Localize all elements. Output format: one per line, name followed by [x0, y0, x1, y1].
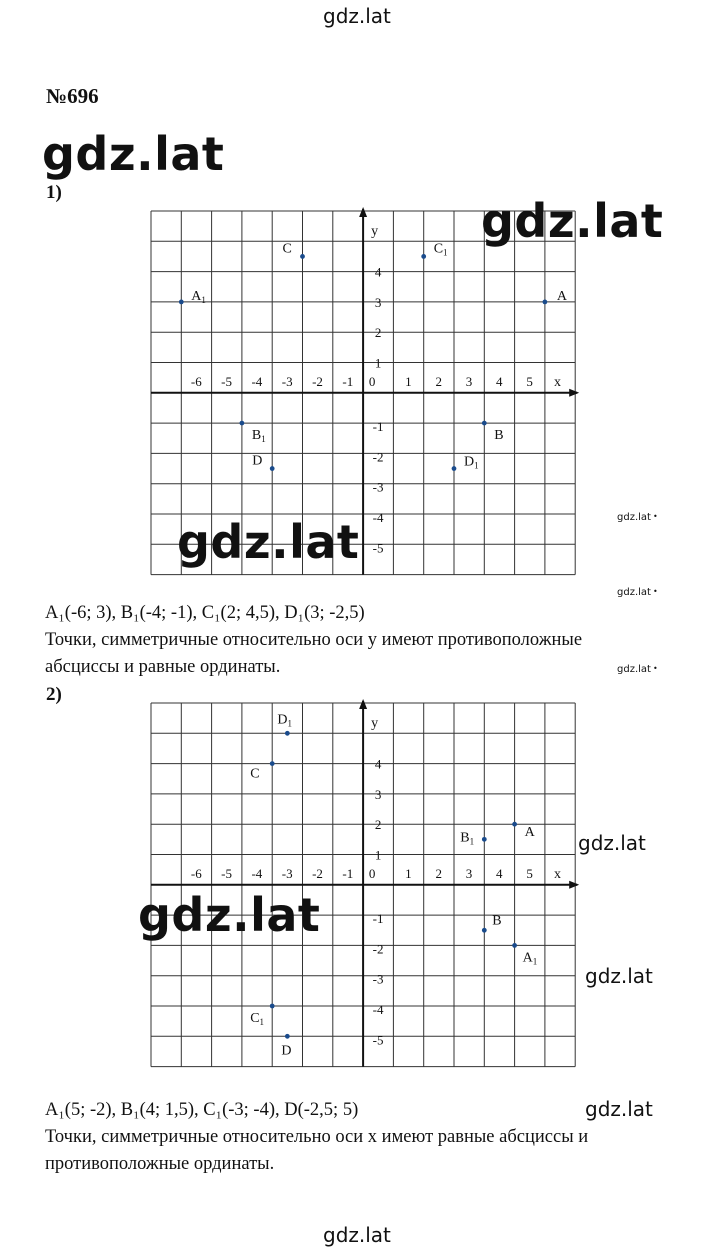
y-tick-label: 2: [374, 325, 382, 341]
x-tick-label: 4: [496, 865, 503, 881]
problem-number: №696: [46, 84, 99, 108]
point-marker: [512, 943, 517, 948]
point-marker: [512, 822, 517, 827]
part1-explanation-line1: Точки, симметричные относительно оси y имеют противоположные: [45, 630, 583, 650]
watermark-right-1: gdz.lat: [578, 831, 646, 855]
watermark-right-3: gdz.lat: [585, 1097, 653, 1121]
point-label: $B_1$: [460, 830, 475, 847]
y-tick-label: 1: [374, 355, 382, 371]
point-marker: [270, 1004, 275, 1009]
y-axis-label: y: [371, 224, 379, 240]
y-tick-label: 2: [374, 817, 382, 833]
point-label: $D_1$: [464, 454, 479, 471]
x-tick-label: 2: [435, 373, 442, 389]
coordinate-plot-2: [0, 692, 720, 1092]
x-tick-label: 1: [405, 865, 412, 881]
x-tick-label: -5: [221, 865, 233, 881]
x-tick-label: 3: [465, 865, 473, 881]
y-axis-arrow: [359, 207, 367, 217]
y-tick-label: 4: [374, 264, 382, 280]
point-label: A: [556, 288, 568, 304]
part2-answer: A₁(5; -2), B₁(4; 1,5), C₁(-3; -4), D(-2,5; 5): [45, 1100, 359, 1120]
x-tick-label: -2: [312, 865, 323, 881]
point-marker: [285, 731, 290, 736]
watermark-big-3: gdz.lat: [177, 515, 360, 569]
point-marker: [179, 300, 184, 305]
point-label: $B_1$: [251, 428, 266, 445]
y-axis-arrow: [359, 699, 367, 709]
point-label: B: [492, 913, 502, 929]
part1-explanation-line2: абсциссы и равные ординаты.: [45, 657, 281, 677]
watermark-tiny-2: gdz.lat •: [617, 587, 658, 598]
x-tick-label: -6: [190, 865, 202, 881]
x-tick-label: -3: [281, 865, 293, 881]
point-marker: [300, 254, 305, 259]
point-label: $D_1$: [277, 712, 292, 729]
x-tick-label: -4: [251, 373, 263, 389]
x-axis-arrow: [569, 881, 579, 889]
point-marker: [482, 421, 487, 426]
x-tick-label: -6: [190, 373, 202, 389]
x-axis-label: x: [553, 374, 561, 390]
y-tick-label: -4: [372, 510, 384, 525]
point-label: $A_1$: [191, 288, 206, 305]
point-marker: [543, 300, 548, 305]
x-tick-label: 2: [435, 865, 442, 881]
point-label: D: [252, 453, 263, 469]
x-tick-label: 1: [405, 373, 412, 389]
part2-explanation-line1: Точки, симметричные относительно оси x имеют равные абсциссы и: [45, 1127, 589, 1147]
watermark-top: gdz.lat: [323, 4, 391, 28]
x-tick-label: -5: [221, 373, 233, 389]
y-tick-label: -4: [372, 1002, 384, 1017]
y-tick-label: -1: [372, 419, 384, 435]
x-tick-label: 4: [496, 373, 503, 389]
watermark-big-2: gdz.lat: [481, 194, 664, 248]
point-label: $C_1$: [433, 241, 448, 258]
point-marker: [482, 928, 487, 933]
watermark-right-2: gdz.lat: [585, 964, 653, 988]
y-tick-label: 1: [374, 847, 382, 863]
watermark-big-1: gdz.lat: [42, 127, 225, 181]
watermark-bottom: gdz.lat: [323, 1223, 391, 1247]
coordinate-plot-1: [0, 200, 720, 600]
x-tick-label: 3: [465, 373, 473, 389]
point-marker: [421, 254, 426, 259]
x-tick-label: -1: [342, 865, 354, 881]
point-marker: [270, 466, 275, 471]
point-marker: [285, 1034, 290, 1039]
part2-label: 2): [46, 684, 62, 705]
point-label: $A_1$: [522, 950, 538, 967]
x-tick-label: 0: [368, 865, 376, 881]
y-tick-label: -1: [372, 911, 384, 927]
point-label: $C_1$: [250, 1011, 265, 1027]
part1-answer: A₁(-6; 3), B₁(-4; -1), C₁(2; 4,5), D₁(3; -2,5): [45, 603, 365, 623]
watermark-big-4: gdz.lat: [138, 888, 321, 942]
y-axis-label: y: [371, 716, 379, 732]
x-tick-label: 0: [368, 373, 376, 389]
watermark-tiny-3: gdz.lat •: [617, 664, 658, 675]
x-tick-label: 5: [526, 373, 533, 389]
y-tick-label: -2: [372, 941, 384, 957]
x-tick-label: -4: [251, 865, 263, 881]
point-label: C: [282, 241, 292, 257]
x-axis-arrow: [569, 389, 579, 397]
watermark-tiny-1: gdz.lat •: [617, 512, 658, 523]
point-label: B: [494, 428, 504, 444]
part1-label: 1): [46, 182, 62, 203]
point-marker: [452, 466, 457, 471]
x-tick-label: -1: [342, 373, 354, 389]
y-tick-label: -3: [372, 479, 384, 495]
y-tick-label: -2: [372, 449, 384, 465]
x-tick-label: -2: [312, 373, 323, 389]
point-label: C: [250, 766, 260, 782]
point-marker: [240, 421, 245, 426]
y-tick-label: 3: [374, 294, 382, 310]
x-tick-label: -3: [281, 373, 293, 389]
point-label: A: [524, 825, 535, 841]
y-tick-label: -3: [372, 971, 384, 987]
point-label: D: [281, 1043, 292, 1059]
y-tick-label: -5: [372, 1032, 384, 1048]
x-axis-label: x: [553, 866, 561, 882]
y-tick-label: 4: [374, 756, 382, 772]
point-marker: [482, 837, 487, 842]
y-tick-label: 3: [374, 786, 382, 802]
point-marker: [270, 761, 275, 766]
x-tick-label: 5: [526, 865, 533, 881]
part2-explanation-line2: противоположные ординаты.: [45, 1154, 275, 1174]
y-tick-label: -5: [372, 540, 384, 556]
